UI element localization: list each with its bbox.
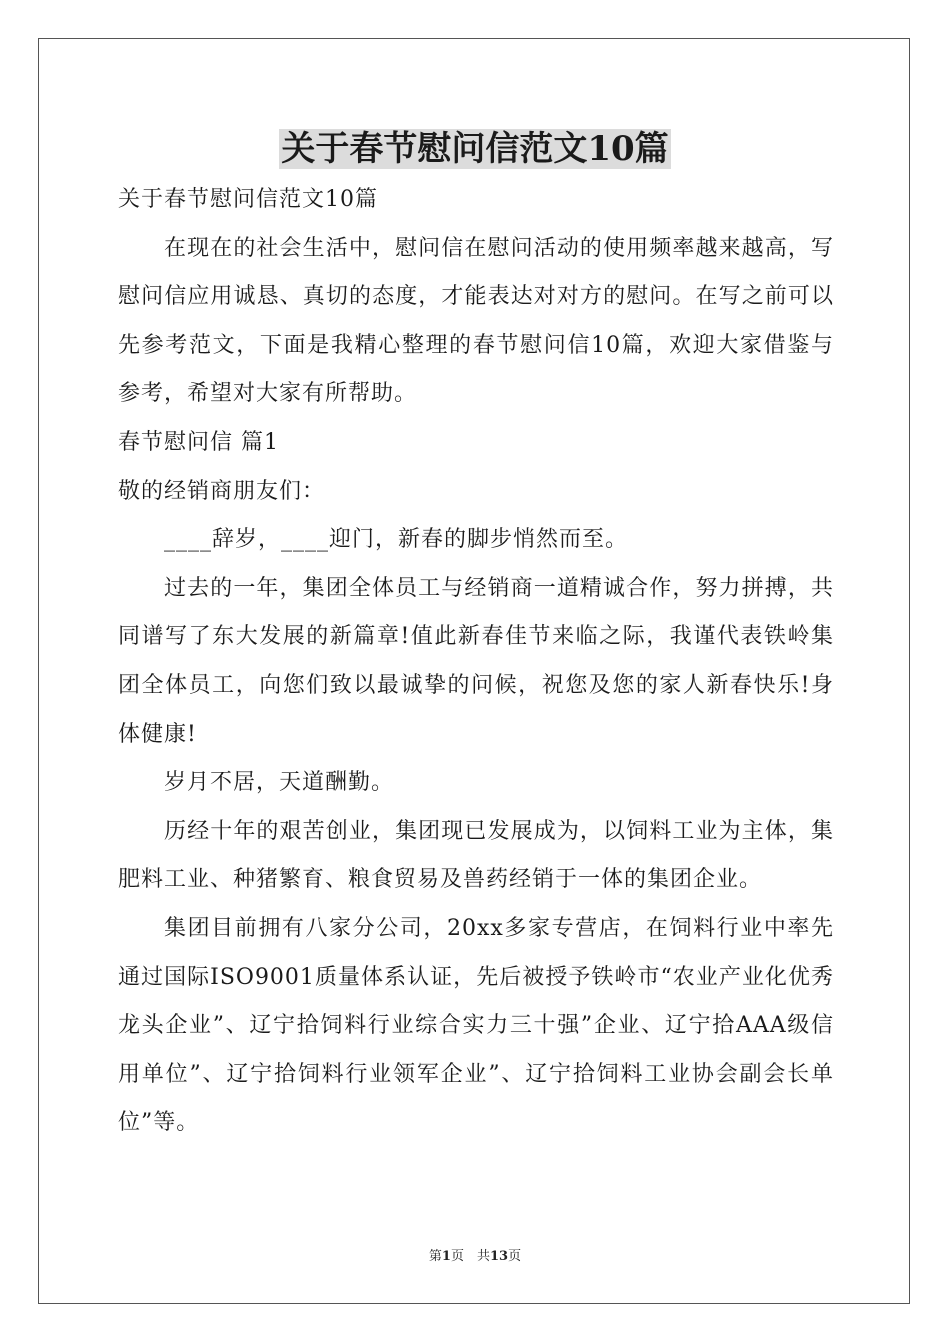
- paragraph: 历经十年的艰苦创业，集团现已发展成为，以饲料工业为主体，集肥料工业、种猪繁育、粮食贸易及兽药经销于一体的集团企业。: [118, 818, 834, 893]
- footer-page-number: 1: [441, 1249, 451, 1264]
- footer-middle: 页 共: [450, 1249, 490, 1264]
- footer-prefix: 第: [428, 1249, 442, 1264]
- paragraph: 关于春节慰问信范文10篇: [118, 187, 378, 212]
- paragraph: 春节慰问信 篇1: [118, 429, 279, 455]
- footer-suffix: 页: [508, 1249, 522, 1264]
- paragraph: 岁月不居，天道酬勤。: [164, 770, 395, 796]
- paragraph: 敬的经销商朋友们：: [118, 478, 326, 504]
- paragraph: 集团目前拥有八家分公司，20xx多家专营店，在饲料行业中率先通过国际ISO9001质量体系认证，先后被授予铁岭市“农业产业化优秀龙头企业”、辽宁拾饲料行业综合实力三十强”企业、辽宁拾AAA级信用单位”、辽宁拾饲料行业领军企业”、辽宁拾饲料工业协会副会长单位”等。: [118, 915, 834, 1136]
- page-footer: [0, 1248, 950, 1266]
- paragraph: 过去的一年，集团全体员工与经销商一道精诚合作，努力拼搏，共同谱写了东大发展的新篇章!值此新春佳节来临之际，我谨代表铁岭集团全体员工，向您们致以最诚挚的问候，祝您及您的家人新春快乐!身体健康!: [118, 575, 834, 747]
- footer-total-pages: 13: [489, 1249, 509, 1264]
- paragraph: 在现在的社会生活中，慰问信在慰问活动的使用频率越来越高，写慰问信应用诚恳、真切的态度，才能表达对对方的慰问。在写之前可以先参考范文，下面是我精心整理的春节慰问信10篇，欢迎大家借鉴与参考，希望对大家有所帮助。: [118, 235, 834, 407]
- paragraph: ____辞岁，____迎门，新春的脚步悄然而至。: [164, 527, 629, 553]
- document-title: [0, 126, 950, 172]
- document-body: [118, 176, 834, 1148]
- document-title-text: 关于春节慰问信范文10篇: [281, 129, 669, 169]
